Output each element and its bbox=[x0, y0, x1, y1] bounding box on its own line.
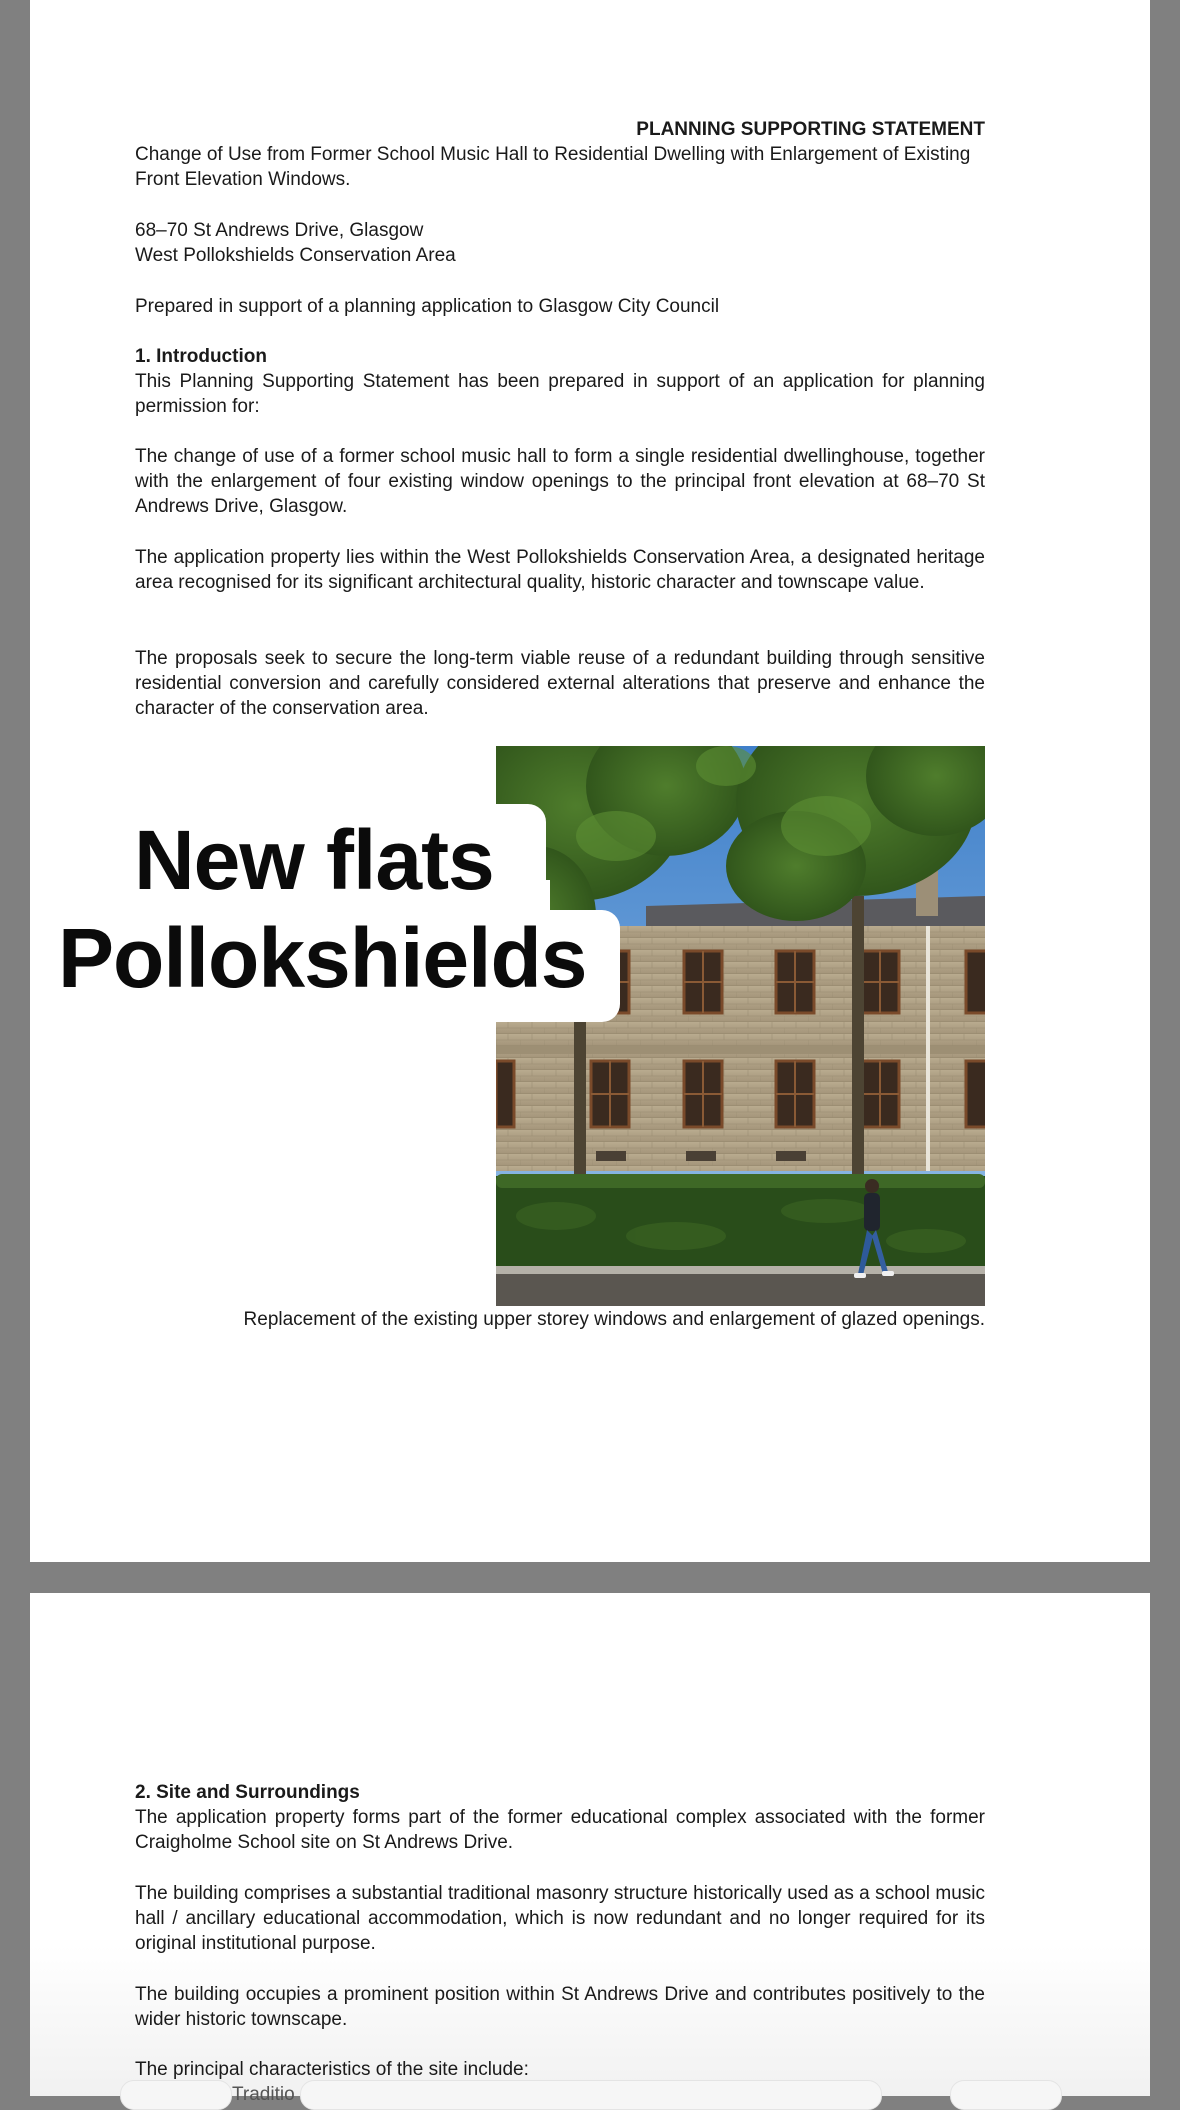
section-2-paragraph-4: The principal characteristics of the site include: bbox=[135, 2059, 529, 2080]
cut-off-bullet: Traditio bbox=[232, 2084, 295, 2105]
viewer-toolbar-right[interactable] bbox=[950, 2080, 1062, 2110]
section-1-title: 1. Introduction bbox=[135, 346, 267, 367]
figure-caption: Replacement of the existing upper storey windows and enlargement of glazed openings. bbox=[243, 1309, 985, 1330]
section-2-title: 2. Site and Surroundings bbox=[135, 1782, 360, 1803]
document-subtitle: Change of Use from Former School Music Hall to Residential Dwelling with Enlargement of Existing Front Elevation Windows. bbox=[135, 144, 971, 190]
viewer-toolbar-left[interactable] bbox=[120, 2080, 232, 2110]
building-photo bbox=[496, 746, 985, 1306]
section-2-paragraph-2: The building comprises a substantial traditional masonry structure historically used as a school music hall / ancillary educational accommodation, which is now redundant and no longer required for its original institutional purpose. bbox=[135, 1883, 985, 1954]
overlay-title-line-2: Pollokshields bbox=[58, 911, 587, 1005]
section-2-paragraph-1: The application property forms part of the former educational complex associated with the former Craigholme School site on St Andrews Drive. bbox=[135, 1807, 985, 1853]
viewer-toolbar-center[interactable] bbox=[300, 2080, 882, 2110]
section-1-paragraph-4: The proposals seek to secure the long-term viable reuse of a redundant building through sensitive residential conversion and carefully considered external alterations that preserve and enhance the character of the conservation area. bbox=[135, 648, 985, 719]
overlay-title-line-1: New flats bbox=[134, 813, 494, 907]
address-line-1: 68–70 St Andrews Drive, Glasgow bbox=[135, 220, 424, 241]
document-heading: PLANNING SUPPORTING STATEMENT bbox=[636, 119, 985, 140]
section-1-paragraph-1: This Planning Supporting Statement has been prepared in support of an application for planning permission for: bbox=[135, 371, 985, 417]
section-2-paragraph-3: The building occupies a prominent position within St Andrews Drive and contributes positively to the wider historic townscape. bbox=[135, 1984, 985, 2030]
prepared-statement: Prepared in support of a planning application to Glasgow City Council bbox=[135, 296, 720, 317]
section-1-paragraph-2: The change of use of a former school music hall to form a single residential dwellinghouse, together with the enlargement of four existing window openings to the principal front elevation at 68–70 St Andrews Drive, Glasgow. bbox=[135, 446, 985, 517]
section-1-paragraph-3: The application property lies within the West Pollokshields Conservation Area, a designated heritage area recognised for its significant architectural quality, historic character and townscape value. bbox=[135, 547, 985, 593]
address-line-2: West Pollokshields Conservation Area bbox=[135, 245, 456, 266]
